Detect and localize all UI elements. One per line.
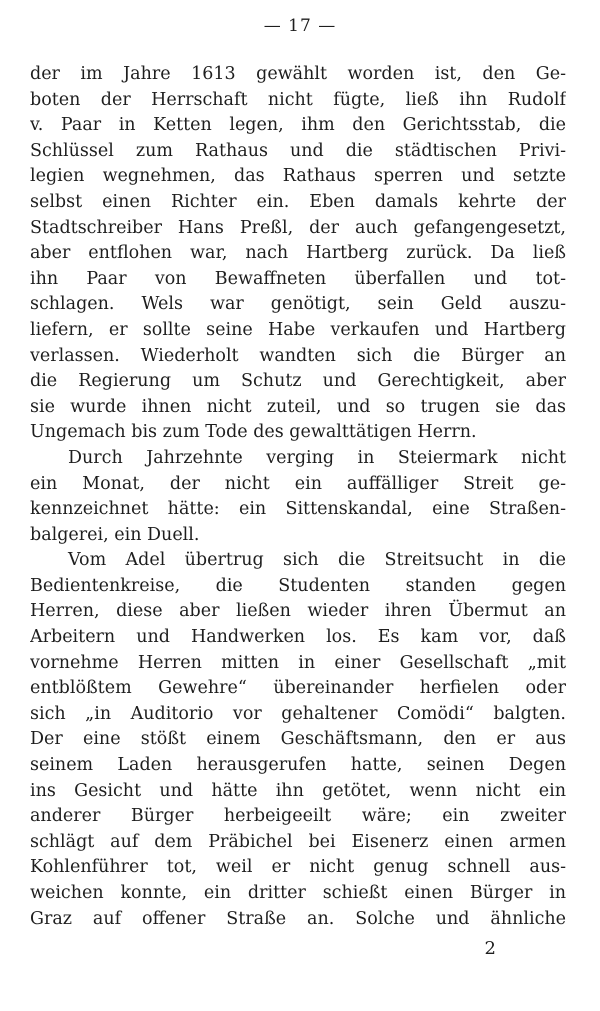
text-line: schlagen. Wels war genötigt, sein Geld auszu- [30,294,566,315]
text-line: Stadtschreiber Hans Preßl, der auch gefangengesetzt, [30,217,566,238]
text-line: entblößtem Gewehre“ übereinander herfielen oder [30,678,566,699]
page-number: — 17 — [263,16,337,36]
text-line: schlägt auf dem Präbichel bei Eisenerz einen armen [30,831,566,852]
text-line: der im Jahre 1613 gewählt worden ist, den Ge- [30,64,566,84]
text-line: Bedientenkreise, die Studenten standen gegen [30,575,566,596]
text-line: Der eine stößt einem Geschäftsmann, den er aus [30,729,566,750]
text-line: v. Paar in Ketten legen, ihm den Gerichtsstab, die [30,115,566,136]
signature-mark: 2 [484,938,496,959]
text-line: ein Monat, der nicht ein auffälliger Streit ge- [30,473,566,494]
text-line: weichen konnte, ein dritter schießt einen Bürger in [30,883,566,903]
text-line: Ungemach bis zum Tode des gewalttätigen Herrn. [30,422,477,443]
text-line: Arbeitern und Handwerken los. Es kam vor, daß [30,627,566,648]
text-line: aber entflohen war, nach Hartberg zurück. Da ließ [30,243,566,264]
text-line: sie wurde ihnen nicht zuteil, und so trugen sie das [30,396,566,417]
paragraph-start-line: Durch Jahrzehnte verging in Steiermark nicht [68,447,566,468]
text-line: boten der Herrschaft nicht fügte, ließ ihn Rudolf [30,89,566,110]
text-line: legien wegnehmen, das Rathaus sperren und setzte [30,166,566,187]
text-line: seinem Laden herausgerufen hatte, seinen Degen [30,755,566,776]
text-line: vornehme Herren mitten in einer Gesellschaft „mit [30,652,566,673]
body-text [30,62,566,932]
text-line: Kohlenführer tot, weil er nicht genug schnell aus- [30,857,566,878]
text-line: sich „in Auditorio vor gehaltener Comödi“ balgten. [30,703,566,724]
paragraph-start-line: Vom Adel übertrug sich die Streitsucht in die [68,550,566,571]
text-line: die Regierung um Schutz und Gerechtigkeit, aber [30,371,566,392]
text-line: selbst einen Richter ein. Eben damals kehrte der [30,191,566,212]
text-line: balgerei, ein Duell. [30,524,200,545]
text-line: verlassen. Wiederholt wandten sich die Bürger an [30,345,566,366]
text-line: ins Gesicht und hätte ihn getötet, wenn nicht ein [30,780,566,801]
text-line: Schlüssel zum Rathaus und die städtischen Privi- [30,140,566,161]
text-line: Herren, diese aber ließen wieder ihren Übermut an [30,601,566,622]
text-line: kennzeichnet hätte: ein Sittenskandal, eine Straßen- [30,499,566,520]
text-line: anderer Bürger herbeigeeilt wäre; ein zweiter [30,806,566,827]
text-line: liefern, er sollte seine Habe verkaufen und Hartberg [30,319,566,340]
text-line: ihn Paar von Bewaffneten überfallen und tot- [30,268,566,289]
text-line: Graz auf offener Straße an. Solche und ähnliche [30,908,566,929]
